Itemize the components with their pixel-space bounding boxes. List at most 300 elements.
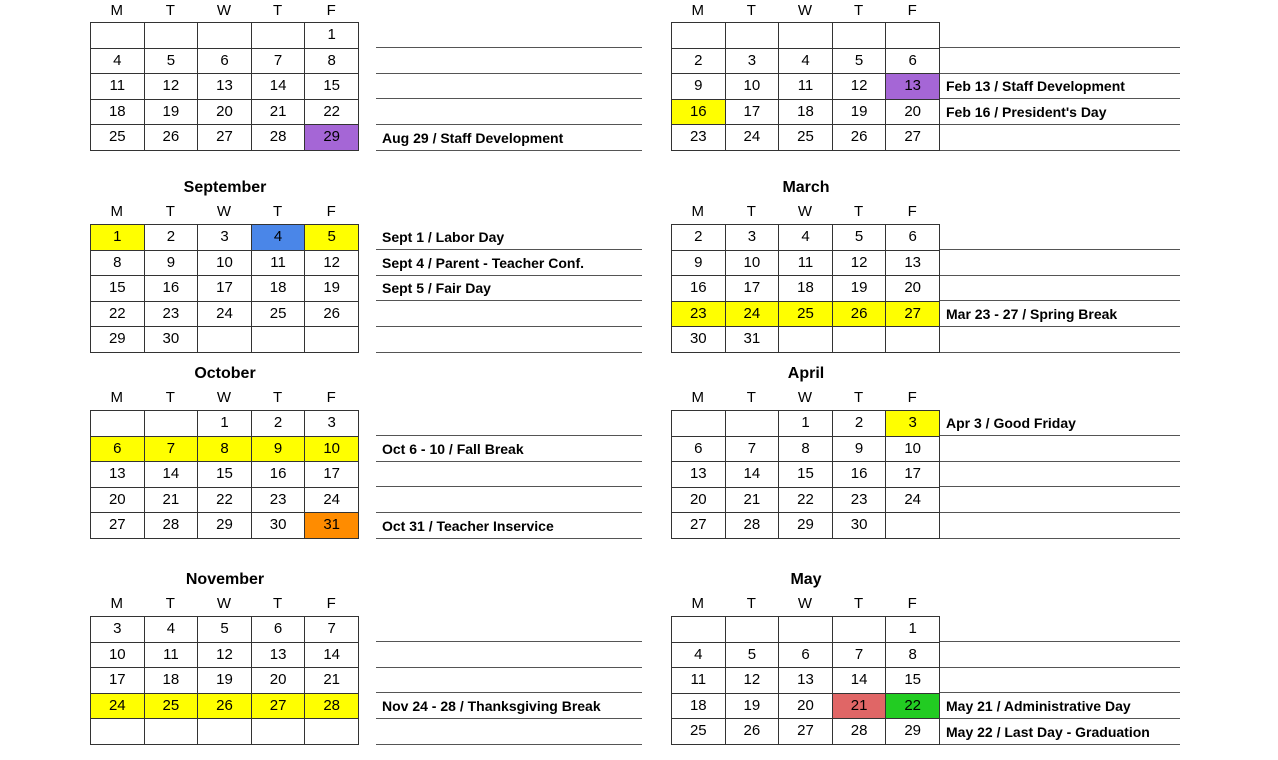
day-cell: 24: [91, 693, 145, 719]
day-cell: 13: [886, 250, 940, 276]
note-line: [376, 276, 642, 302]
day-cell: [198, 327, 252, 353]
day-cell: 8: [305, 48, 359, 74]
note-line: [940, 642, 1180, 668]
day-cell: 19: [725, 693, 779, 719]
day-cell: 24: [305, 487, 359, 513]
day-cell: 11: [251, 250, 305, 276]
day-cell: 23: [672, 301, 726, 327]
day-cell: 16: [672, 99, 726, 125]
day-cell: 27: [886, 301, 940, 327]
day-cell: 10: [886, 436, 940, 462]
note-line: [940, 462, 1180, 488]
note-line: [376, 693, 642, 719]
day-cell: 12: [725, 668, 779, 694]
day-cell: 7: [832, 642, 886, 668]
day-cell: 22: [305, 99, 359, 125]
weekday-label: M: [691, 203, 705, 220]
weekday-label: W: [797, 203, 813, 220]
note-line: [940, 513, 1180, 539]
day-cell: 30: [672, 327, 726, 353]
day-cell: 26: [832, 301, 886, 327]
day-cell: 17: [305, 462, 359, 488]
day-cell: 6: [91, 436, 145, 462]
day-cell: 17: [198, 276, 252, 302]
month-2-notes: [940, 22, 1180, 151]
day-cell: 10: [725, 250, 779, 276]
day-cell: 18: [779, 276, 833, 302]
note-text: Aug 29 / Staff Development: [382, 129, 564, 146]
note-line: [940, 301, 1180, 327]
day-cell: 10: [91, 642, 145, 668]
day-cell: 13: [198, 74, 252, 100]
weekday-label: F: [907, 595, 917, 612]
day-cell: 29: [305, 125, 359, 151]
month-1-grid: [90, 22, 359, 151]
day-cell: [832, 23, 886, 49]
week-row: [91, 250, 359, 276]
note-line: [940, 22, 1180, 48]
weekday-label: W: [216, 203, 232, 220]
week-row: [672, 617, 940, 643]
week-row: [91, 48, 359, 74]
note-line: [940, 410, 1180, 436]
day-cell: 29: [886, 719, 940, 745]
week-row: [672, 411, 940, 437]
note-line: [940, 487, 1180, 513]
day-cell: 4: [779, 225, 833, 251]
note-line: [376, 224, 642, 250]
day-cell: [91, 719, 145, 745]
day-cell: 31: [725, 327, 779, 353]
weekday-label: W: [216, 595, 232, 612]
day-cell: 12: [144, 74, 198, 100]
week-row: [91, 668, 359, 694]
day-cell: 18: [779, 99, 833, 125]
note-line: [940, 668, 1180, 694]
day-cell: 19: [832, 276, 886, 302]
may-weekday-header: [671, 595, 939, 613]
day-cell: [832, 617, 886, 643]
day-cell: [91, 23, 145, 49]
day-cell: 7: [251, 48, 305, 74]
weekday-label: T: [272, 203, 283, 220]
november-notes: [376, 616, 642, 745]
week-row: [91, 327, 359, 353]
week-row: [91, 411, 359, 437]
day-cell: 19: [832, 99, 886, 125]
week-row: [672, 301, 940, 327]
april-notes: [940, 410, 1180, 539]
month-2-grid: [671, 22, 940, 151]
day-cell: 27: [672, 513, 726, 539]
day-cell: 3: [725, 48, 779, 74]
day-cell: 28: [832, 719, 886, 745]
note-line: [376, 125, 642, 151]
day-cell: 12: [305, 250, 359, 276]
day-cell: 5: [198, 617, 252, 643]
week-row: [91, 225, 359, 251]
note-text: May 22 / Last Day - Graduation: [946, 723, 1150, 740]
day-cell: 18: [672, 693, 726, 719]
day-cell: 29: [198, 513, 252, 539]
month-2-weekday-header: [671, 2, 939, 20]
day-cell: [886, 327, 940, 353]
day-cell: 19: [198, 668, 252, 694]
week-row: [91, 487, 359, 513]
day-cell: [305, 719, 359, 745]
day-cell: 7: [305, 617, 359, 643]
day-cell: 15: [91, 276, 145, 302]
september-title: September: [183, 179, 267, 196]
day-cell: 16: [832, 462, 886, 488]
day-cell: 3: [886, 411, 940, 437]
week-row: [91, 125, 359, 151]
september-grid: [90, 224, 359, 353]
day-cell: 10: [198, 250, 252, 276]
day-cell: 2: [832, 411, 886, 437]
day-cell: 5: [144, 48, 198, 74]
day-cell: 15: [305, 74, 359, 100]
note-line: [940, 276, 1180, 302]
day-cell: 22: [91, 301, 145, 327]
note-line: [376, 487, 642, 513]
week-row: [672, 513, 940, 539]
day-cell: 6: [672, 436, 726, 462]
day-cell: 24: [198, 301, 252, 327]
day-cell: 23: [251, 487, 305, 513]
week-row: [91, 642, 359, 668]
day-cell: 25: [144, 693, 198, 719]
day-cell: 2: [672, 48, 726, 74]
day-cell: 22: [779, 487, 833, 513]
week-row: [672, 48, 940, 74]
day-cell: 13: [91, 462, 145, 488]
day-cell: [725, 23, 779, 49]
week-row: [672, 436, 940, 462]
weekday-label: W: [797, 595, 813, 612]
day-cell: 22: [886, 693, 940, 719]
day-cell: 4: [672, 642, 726, 668]
day-cell: 29: [91, 327, 145, 353]
day-cell: 6: [886, 48, 940, 74]
weekday-label: M: [110, 389, 124, 406]
note-line: [940, 327, 1180, 353]
week-row: [672, 693, 940, 719]
weekday-label: W: [797, 2, 813, 19]
day-cell: 20: [91, 487, 145, 513]
march-notes: [940, 224, 1180, 353]
day-cell: 12: [832, 74, 886, 100]
day-cell: 8: [91, 250, 145, 276]
day-cell: 27: [886, 125, 940, 151]
weekday-label: M: [691, 595, 705, 612]
day-cell: 5: [832, 225, 886, 251]
note-line: [376, 327, 642, 353]
note-line: [376, 513, 642, 539]
week-row: [91, 301, 359, 327]
day-cell: 11: [779, 74, 833, 100]
september-weekday-header: [90, 203, 358, 221]
weekday-label: T: [165, 203, 175, 220]
weekday-label: F: [326, 203, 336, 220]
week-row: [91, 74, 359, 100]
note-line: [376, 436, 642, 462]
day-cell: [886, 23, 940, 49]
note-text: Oct 31 / Teacher Inservice: [382, 517, 554, 534]
day-cell: 6: [779, 642, 833, 668]
day-cell: 8: [779, 436, 833, 462]
day-cell: 31: [305, 513, 359, 539]
day-cell: 27: [91, 513, 145, 539]
day-cell: 12: [198, 642, 252, 668]
weekday-label: M: [691, 389, 705, 406]
day-cell: 23: [832, 487, 886, 513]
day-cell: 25: [91, 125, 145, 151]
day-cell: 24: [725, 301, 779, 327]
note-line: [940, 250, 1180, 276]
day-cell: 30: [251, 513, 305, 539]
weekday-label: T: [272, 389, 283, 406]
note-line: [376, 719, 642, 745]
note-line: [376, 668, 642, 694]
note-line: [376, 462, 642, 488]
day-cell: 6: [886, 225, 940, 251]
day-cell: [725, 617, 779, 643]
day-cell: 16: [672, 276, 726, 302]
day-cell: 29: [779, 513, 833, 539]
day-cell: 24: [886, 487, 940, 513]
week-row: [672, 487, 940, 513]
day-cell: 11: [672, 668, 726, 694]
note-text: Sept 1 / Labor Day: [382, 228, 505, 245]
note-text: Sept 4 / Parent - Teacher Conf.: [382, 254, 585, 271]
note-text: Feb 13 / Staff Development: [946, 78, 1125, 95]
day-cell: [672, 23, 726, 49]
day-cell: 30: [144, 327, 198, 353]
day-cell: 5: [305, 225, 359, 251]
note-text: Oct 6 - 10 / Fall Break: [382, 440, 524, 457]
day-cell: [144, 719, 198, 745]
day-cell: 8: [886, 642, 940, 668]
note-line: [376, 99, 642, 125]
week-row: [672, 276, 940, 302]
day-cell: 20: [886, 276, 940, 302]
weekday-label: M: [110, 2, 124, 19]
note-line: [376, 301, 642, 327]
day-cell: 2: [251, 411, 305, 437]
day-cell: 4: [144, 617, 198, 643]
weekday-label: T: [746, 389, 756, 406]
november-title: November: [185, 571, 265, 588]
note-line: [940, 616, 1180, 642]
day-cell: 14: [144, 462, 198, 488]
day-cell: [251, 327, 305, 353]
day-cell: 20: [779, 693, 833, 719]
week-row: [672, 719, 940, 745]
day-cell: 20: [198, 99, 252, 125]
weekday-label: T: [853, 2, 864, 19]
day-cell: 27: [251, 693, 305, 719]
note-text: Nov 24 - 28 / Thanksgiving Break: [382, 698, 601, 715]
day-cell: 21: [305, 668, 359, 694]
week-row: [91, 693, 359, 719]
day-cell: 20: [251, 668, 305, 694]
day-cell: 25: [779, 125, 833, 151]
march-grid: [671, 224, 940, 353]
day-cell: [144, 411, 198, 437]
note-line: [940, 693, 1180, 719]
march-weekday-header: [671, 203, 939, 221]
day-cell: 17: [91, 668, 145, 694]
day-cell: 4: [251, 225, 305, 251]
day-cell: 17: [725, 276, 779, 302]
day-cell: 26: [144, 125, 198, 151]
note-line: [376, 642, 642, 668]
note-line: [940, 436, 1180, 462]
day-cell: [198, 719, 252, 745]
day-cell: 17: [886, 462, 940, 488]
october-notes: [376, 410, 642, 539]
day-cell: 10: [305, 436, 359, 462]
day-cell: 19: [305, 276, 359, 302]
day-cell: 3: [198, 225, 252, 251]
april-title: April: [787, 365, 825, 382]
day-cell: 25: [251, 301, 305, 327]
day-cell: 1: [305, 23, 359, 49]
day-cell: 1: [91, 225, 145, 251]
day-cell: 2: [144, 225, 198, 251]
november-weekday-header: [90, 595, 358, 613]
week-row: [91, 99, 359, 125]
note-line: [376, 250, 642, 276]
weekday-label: F: [326, 595, 336, 612]
weekday-label: F: [326, 389, 336, 406]
day-cell: 9: [672, 74, 726, 100]
march-title: March: [782, 179, 830, 196]
note-line: [940, 48, 1180, 74]
day-cell: [672, 617, 726, 643]
day-cell: 16: [144, 276, 198, 302]
april-grid: [671, 410, 940, 539]
day-cell: 21: [144, 487, 198, 513]
day-cell: 18: [144, 668, 198, 694]
day-cell: 15: [886, 668, 940, 694]
note-line: [940, 224, 1180, 250]
week-row: [672, 74, 940, 100]
day-cell: [725, 411, 779, 437]
week-row: [91, 462, 359, 488]
day-cell: 6: [198, 48, 252, 74]
weekday-label: T: [746, 595, 756, 612]
day-cell: 25: [672, 719, 726, 745]
day-cell: 28: [725, 513, 779, 539]
note-line: [376, 410, 642, 436]
day-cell: 25: [779, 301, 833, 327]
weekday-label: T: [746, 203, 756, 220]
day-cell: 3: [725, 225, 779, 251]
day-cell: 19: [144, 99, 198, 125]
week-row: [672, 327, 940, 353]
day-cell: [779, 23, 833, 49]
weekday-label: T: [272, 2, 283, 19]
day-cell: 1: [198, 411, 252, 437]
day-cell: [251, 23, 305, 49]
day-cell: 27: [779, 719, 833, 745]
day-cell: [779, 617, 833, 643]
week-row: [672, 250, 940, 276]
day-cell: [198, 23, 252, 49]
day-cell: 12: [832, 250, 886, 276]
day-cell: 13: [672, 462, 726, 488]
weekday-label: T: [853, 389, 864, 406]
november-grid: [90, 616, 359, 745]
day-cell: [144, 23, 198, 49]
weekday-label: W: [216, 389, 232, 406]
day-cell: [886, 513, 940, 539]
day-cell: [779, 327, 833, 353]
note-line: [376, 48, 642, 74]
week-row: [91, 276, 359, 302]
week-row: [672, 99, 940, 125]
weekday-label: F: [907, 2, 917, 19]
weekday-label: M: [110, 595, 124, 612]
note-line: [376, 616, 642, 642]
day-cell: 4: [779, 48, 833, 74]
day-cell: 15: [779, 462, 833, 488]
october-title: October: [194, 365, 256, 382]
day-cell: 14: [251, 74, 305, 100]
week-row: [672, 23, 940, 49]
day-cell: 11: [144, 642, 198, 668]
weekday-label: T: [165, 389, 175, 406]
note-text: Apr 3 / Good Friday: [946, 414, 1076, 431]
day-cell: 14: [725, 462, 779, 488]
day-cell: 27: [198, 125, 252, 151]
note-line: [376, 74, 642, 100]
week-row: [91, 23, 359, 49]
day-cell: [305, 327, 359, 353]
weekday-label: M: [691, 2, 705, 19]
weekday-label: F: [907, 203, 917, 220]
day-cell: 7: [144, 436, 198, 462]
day-cell: 6: [251, 617, 305, 643]
weekday-label: F: [326, 2, 336, 19]
weekday-label: T: [853, 203, 864, 220]
week-row: [672, 642, 940, 668]
note-text: May 21 / Administrative Day: [946, 698, 1131, 715]
week-row: [672, 125, 940, 151]
october-weekday-header: [90, 389, 358, 407]
weekday-label: F: [907, 389, 917, 406]
day-cell: 9: [672, 250, 726, 276]
day-cell: 4: [91, 48, 145, 74]
weekday-label: T: [165, 2, 175, 19]
day-cell: 15: [198, 462, 252, 488]
note-line: [376, 22, 642, 48]
day-cell: [91, 411, 145, 437]
day-cell: 9: [144, 250, 198, 276]
september-notes: [376, 224, 642, 353]
day-cell: 21: [832, 693, 886, 719]
day-cell: 26: [725, 719, 779, 745]
weekday-label: M: [110, 203, 124, 220]
day-cell: 9: [251, 436, 305, 462]
may-notes: [940, 616, 1180, 745]
day-cell: 28: [251, 125, 305, 151]
week-row: [672, 225, 940, 251]
day-cell: 14: [305, 642, 359, 668]
